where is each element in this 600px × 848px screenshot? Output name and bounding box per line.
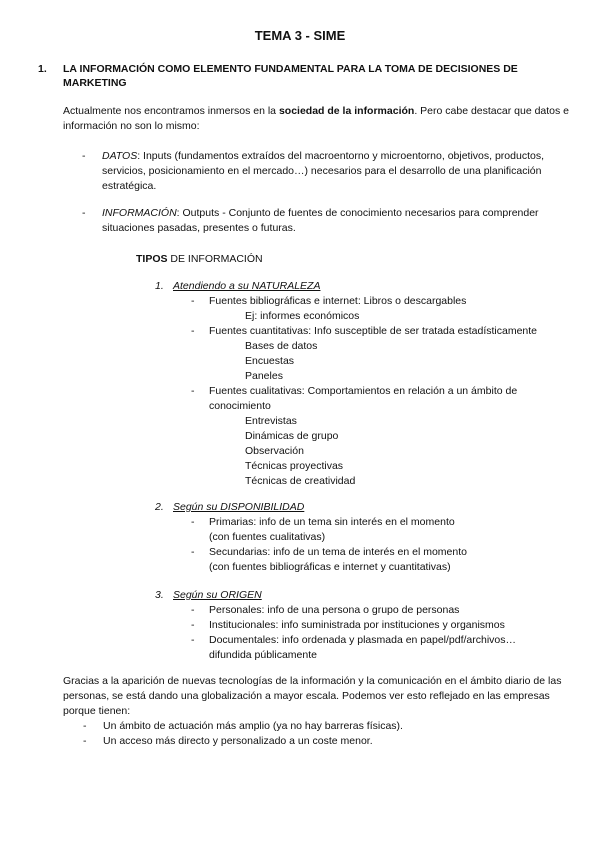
closing-item bbox=[83, 719, 563, 734]
list-item bbox=[191, 633, 555, 648]
closing-item bbox=[83, 734, 563, 749]
section-origen bbox=[155, 588, 555, 663]
item-dash: - bbox=[191, 516, 195, 528]
item-text: Personales: info de una persona o grupo de personas bbox=[209, 604, 460, 616]
section-number: 3. bbox=[155, 589, 164, 601]
item-text: Primarias: info de un tema sin interés en el momento bbox=[209, 516, 455, 528]
sub-item: Ej: informes económicos bbox=[245, 310, 360, 322]
list-item bbox=[191, 618, 555, 633]
bullet-datos bbox=[82, 149, 572, 194]
sub-item: Bases de datos bbox=[245, 340, 318, 352]
bullet-informacion bbox=[82, 206, 572, 236]
item-continuation: (con fuentes cualitativas) bbox=[209, 531, 326, 543]
item-dash: - bbox=[191, 295, 195, 307]
item-dash: - bbox=[191, 385, 195, 397]
section-heading bbox=[38, 62, 558, 90]
section-title: Según su DISPONIBILIDAD bbox=[173, 501, 305, 513]
intro-text-before: Actualmente nos encontramos inmersos en la bbox=[63, 105, 279, 117]
section-title: Según su ORIGEN bbox=[173, 589, 262, 601]
heading-text: LA INFORMACIÓN COMO ELEMENTO FUNDAMENTAL PARA LA TOMA DE DECISIONES DE MARKETING bbox=[63, 63, 518, 89]
section-number: 2. bbox=[155, 501, 164, 513]
item-text: Fuentes cualitativas: Comportamientos en relación a un ámbito de conocimiento bbox=[209, 385, 518, 412]
list-item bbox=[191, 324, 555, 339]
tipos-heading bbox=[136, 252, 263, 267]
tipos-bold: TIPOS bbox=[136, 253, 168, 265]
item-text: Fuentes bibliográficas e internet: Libros o descargables bbox=[209, 295, 467, 307]
bullet-text: : Inputs (fundamentos extraídos del macroentorno y microentorno, objetivos, productos, servicios, posicionamiento en el mercado…) necesarios para el desarrollo de una planificación estratégica. bbox=[102, 150, 545, 192]
item-dash: - bbox=[191, 604, 195, 616]
list-item bbox=[191, 294, 555, 309]
bullet-term: INFORMACIÓN bbox=[102, 207, 177, 219]
sub-item: Entrevistas bbox=[245, 415, 297, 427]
closing-dash: - bbox=[83, 720, 87, 732]
bullet-term: DATOS bbox=[102, 150, 138, 162]
list-item bbox=[191, 384, 555, 414]
closing-dash: - bbox=[83, 735, 87, 747]
sub-item: Encuestas bbox=[245, 355, 295, 367]
list-item bbox=[191, 545, 555, 560]
item-continuation: (con fuentes bibliográficas e internet y cuantitativas) bbox=[209, 561, 451, 573]
closing-paragraph bbox=[63, 674, 563, 749]
tipos-rest: DE INFORMACIÓN bbox=[167, 253, 263, 265]
bullet-dash: - bbox=[82, 150, 86, 162]
item-text: Secundarias: info de un tema de interés en el momento bbox=[209, 546, 467, 558]
heading-number: 1. bbox=[38, 63, 47, 75]
item-text: Documentales: info ordenada y plasmada en papel/pdf/archivos… bbox=[209, 634, 517, 646]
section-title: Atendiendo a su NATURALEZA bbox=[173, 280, 321, 292]
sub-item: Dinámicas de grupo bbox=[245, 430, 339, 442]
section-naturaleza bbox=[155, 279, 555, 489]
sub-item: Técnicas proyectivas bbox=[245, 460, 344, 472]
section-number: 1. bbox=[155, 280, 164, 292]
item-continuation: difundida públicamente bbox=[209, 649, 317, 661]
sub-item: Paneles bbox=[245, 370, 283, 382]
item-text: Fuentes cuantitativas: Info susceptible de ser tratada estadísticamente bbox=[209, 325, 538, 337]
section-disponibilidad bbox=[155, 500, 555, 575]
sub-item: Observación bbox=[245, 445, 304, 457]
sub-item: Técnicas de creatividad bbox=[245, 475, 356, 487]
bullet-text: : Outputs - Conjunto de fuentes de conocimiento necesarios para comprender situaciones pasadas, presentes o futuras. bbox=[102, 207, 539, 234]
list-item bbox=[191, 603, 555, 618]
item-dash: - bbox=[191, 546, 195, 558]
item-dash: - bbox=[191, 634, 195, 646]
closing-item-text: Un ámbito de actuación más amplio (ya no hay barreras físicas). bbox=[103, 720, 403, 732]
intro-text-after: . Pero cabe destacar que datos e información no son lo mismo: bbox=[63, 105, 570, 132]
item-dash: - bbox=[191, 325, 195, 337]
item-text: Institucionales: info suministrada por instituciones y organismos bbox=[209, 619, 505, 631]
closing-text: Gracias a la aparición de nuevas tecnologías de la información y la comunicación en el ámbito diario de las personas, se está dando una globalización a mayor escala. Podemos ver esto reflejado en las empresas porque tienen: bbox=[63, 675, 562, 717]
bullet-dash: - bbox=[82, 207, 86, 219]
item-dash: - bbox=[191, 619, 195, 631]
intro-paragraph bbox=[63, 104, 573, 134]
intro-text-bold: sociedad de la información bbox=[278, 105, 415, 117]
page-title: TEMA 3 - SIME bbox=[254, 28, 346, 43]
closing-item-text: Un acceso más directo y personalizado a un coste menor. bbox=[103, 735, 373, 747]
list-item bbox=[191, 515, 555, 530]
